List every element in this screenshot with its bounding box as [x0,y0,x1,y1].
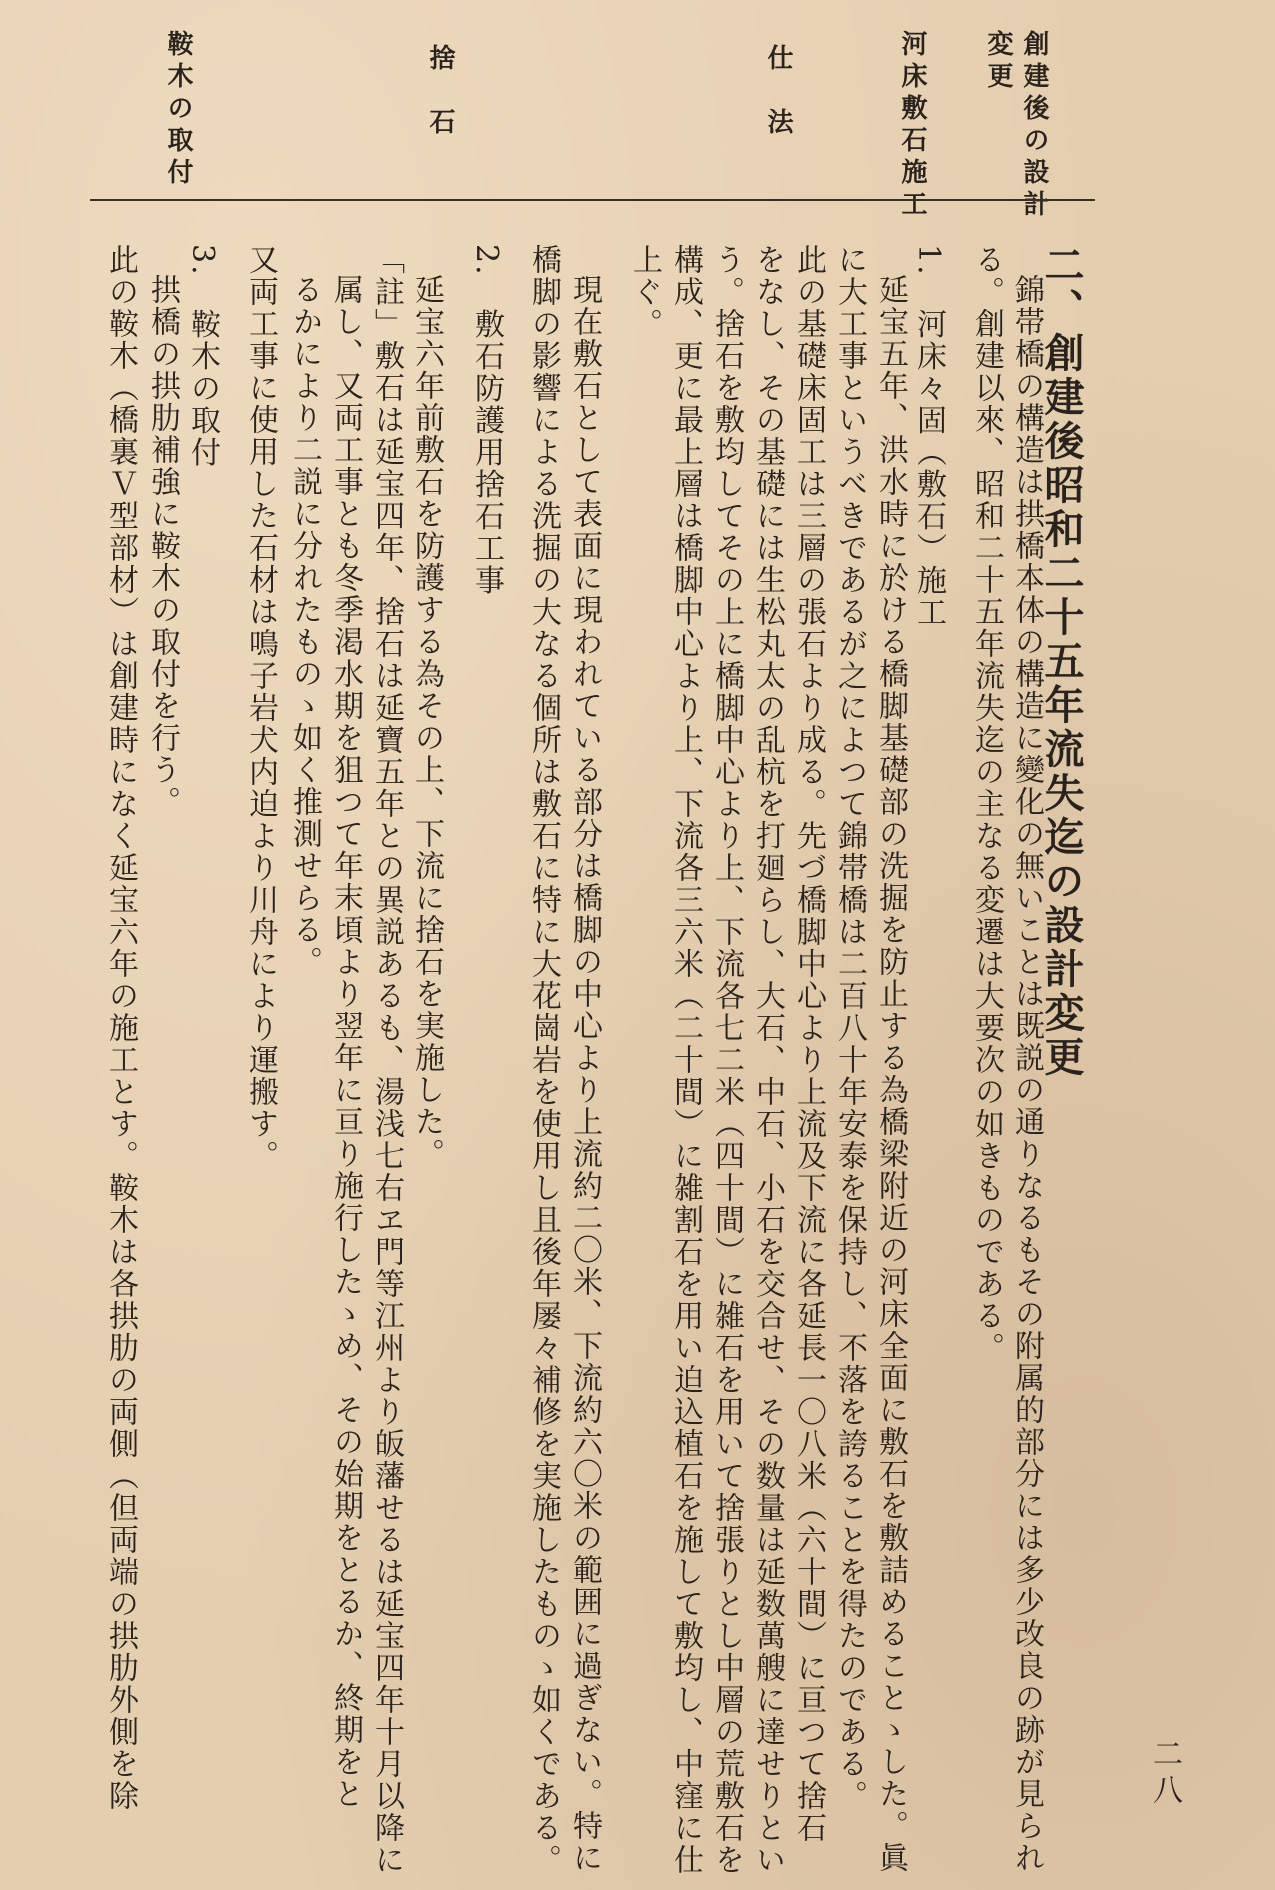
body-line: 延宝六年前敷石を防護する為その上、下流に捨石を実施した。 [409,274,444,1170]
header-divider [90,199,1095,201]
body-line: 構成、更に最上層は橋脚中心より上、下流各三六米（二十間）に雑割石を用い迫込植石を施して敷均し、中窪に仕 [668,244,703,1876]
note-line: るかにより二説に分れたものゝ如く推測せらる。 [287,274,322,978]
side-heading-design-change-2: 変更 [983,30,1013,94]
list-heading-1: 1. 河床々固（敷石）施工 [911,244,946,629]
body-line: に大工事というべきであるが之によつて錦帯橋は二百八十年安泰を保持し、不落を誇ることを得たのである。 [832,244,867,1812]
body-line: 橋脚の影響による洗掘の大なる個所は敷石に特に大花崗岩を使用し且後年屡々補修を実施したものゝ如くである。 [526,244,561,1876]
section-title: 二、創建後昭和二十五年流失迄の設計変更 [1038,244,1085,1080]
body-line: 又両工事に使用した石材は鳴子岩犬内迫より川舟により運搬す。 [243,244,278,1172]
side-heading-saddle-timber: 鞍木の取付 [163,30,193,190]
body-line: をなし、その基礎には生松丸太の乱杭を打廻らし、大石、中石、小石を交合せ、その数量は延数萬艘に達せりとい [750,244,785,1876]
body-line: 拱橋の拱肋補強に鞍木の取付を行う。 [145,274,180,818]
side-heading-design-change-1: 創建後の設計 [1019,30,1049,222]
body-line: 現在敷石として表面に現われている部分は橋脚の中心より上流約二〇米、下流約六〇米の範囲に過ぎない。特に [567,274,602,1874]
page-number: 二八 [1147,1738,1182,1810]
body-line: 此の基礎床固工は三層の張石より成る。先づ橋脚中心より上流及下流に各延長一〇八米（六十間）に亘つて捨石 [791,244,826,1844]
note-line: 「註」敷石は延宝四年、捨石は延寶五年との異説あるも、湯浅七右ヱ門等江州より皈藩せるは延宝四年十月以降に [369,244,404,1876]
list-heading-3: 3. 鞍木の取付 [185,244,220,469]
body-line: 此の鞍木（橋裏Ｖ型部材）は創建時になく延宝六年の施工とす。鞍木は各拱肋の両側（但両端の拱肋外側を除 [103,244,138,1812]
side-heading-riprap: 捨 石 [425,44,455,140]
side-heading-method: 仕 法 [763,44,793,140]
body-line: 錦帯橋の構造は拱橋本体の構造に變化の無いことは既説の通りなるもその附属的部分には多少改良の跡が見られ [1009,274,1044,1874]
note-line: 属し、又両工事とも冬季渇水期を狙つて年末頃より翌年に亘り施行したゝめ、その始期をとるか、終期をと [328,274,363,1810]
body-line: 上ぐ。 [627,244,662,340]
body-line: 延宝五年、洪水時に於ける橋脚基礎部の洗掘を防止する為橋梁附近の河床全面に敷石を敷詰めることゝした。眞 [873,274,908,1874]
side-heading-riverbed-stone: 河床敷石施工 [897,30,927,222]
list-heading-2: 2. 敷石防護用捨石工事 [469,244,504,597]
body-line: る。創建以來、昭和二十五年流失迄の主なる変遷は大要次の如きものである。 [969,244,1004,1364]
body-line: う。捨石を敷均してその上に橋脚中心より上、下流各七二米（四十間）に雑石を用いて捨張りとし中層の荒敷石を [709,244,744,1876]
